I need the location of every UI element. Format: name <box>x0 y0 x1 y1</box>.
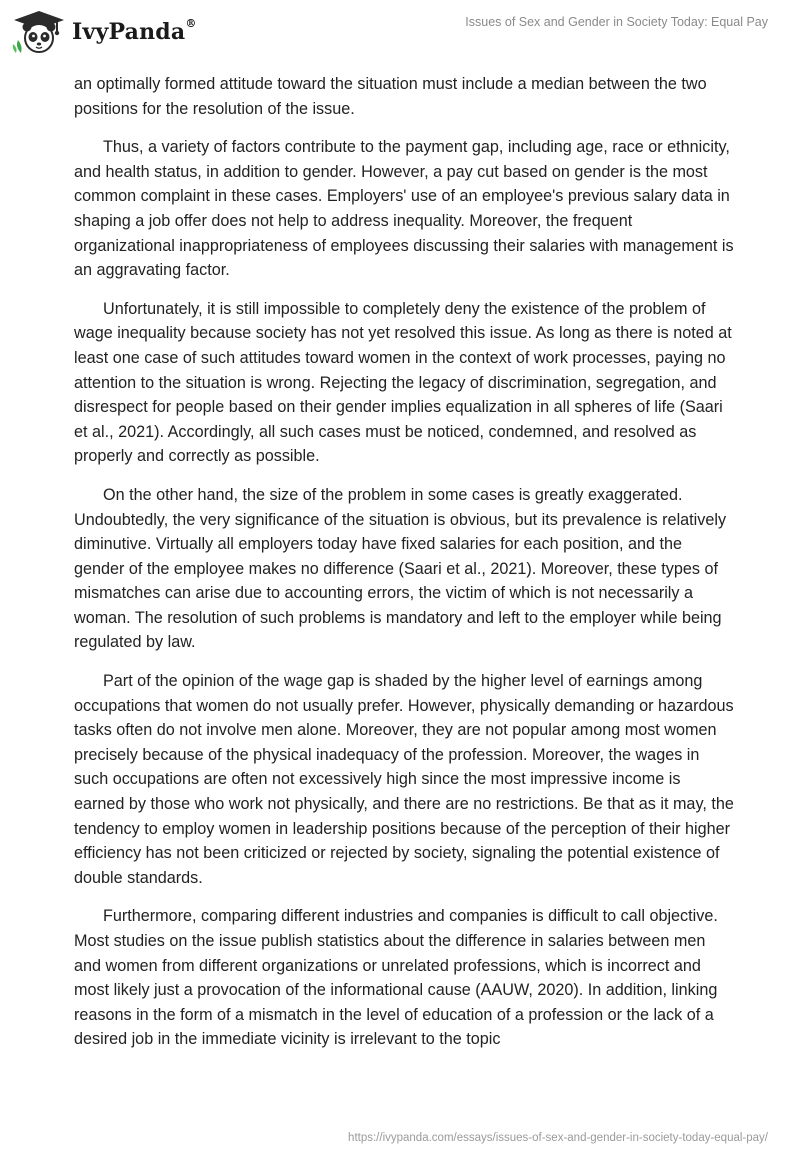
paragraph-1: an optimally formed attitude toward the situation must include a median between the two positions for the resolution of the issue. <box>74 75 707 118</box>
paragraph-6: Furthermore, comparing different industries and companies is difficult to call objective. Most studies on the issue publish statistics about the difference in salaries between men and women from different organizations or unrelated professions, which is incorrect and most likely just a provocation of the informational cause (AAUW, 2020). In addition, linking reasons in the form of a mismatch in the level of education of a profession or the lack of a desired job in the immediate vicinity is irrelevant to the topic <box>74 907 718 1049</box>
page-header <box>0 0 800 70</box>
source-url-link[interactable]: https://ivypanda.com/essays/issues-of-sex-and-gender-in-society-today-equal-pay/ <box>348 1132 768 1144</box>
paragraph-5: Part of the opinion of the wage gap is shaded by the higher level of earnings among occupations that women do not usually prefer. However, physically demanding or hazardous tasks often do not involve men alone. Moreover, they are not popular among most women precisely because of the physical inadequacy of the profession. Moreover, the wages in such occupations are often not excessively high since the most impressive income is earned by those who work not physically, and there are no restrictions. Be that as it may, the tendency to employ women in leadership positions because of the perception of their higher efficiency has not been criticized or rejected by society, signaling the potential existence of double standards. <box>74 672 734 887</box>
paragraph-3: Unfortunately, it is still impossible to completely deny the existence of the problem of wage inequality because society has not yet resolved this issue. As long as there is noted at least one case of such attitudes toward women in the context of work processes, paying no attention to the situation is wrong. Rejecting the legacy of discrimination, segregation, and disrespect for people based on their gender implies equalization in all spheres of life (Saari et al., 2021). Accordingly, all such cases must be noticed, condemned, and resolved as properly and correctly as possible. <box>74 299 732 466</box>
brand-name: IvyPanda® <box>72 17 197 45</box>
document-title: Issues of Sex and Gender in Society Today: Equal Pay <box>465 15 768 29</box>
essay-body <box>74 72 734 1066</box>
paragraph-2: Thus, a variety of factors contribute to the payment gap, including age, race or ethnicity, and health status, in addition to gender. However, a pay cut based on gender is the most common complaint in these cases. Employers' use of an employee's previous salary data in shaping a job offer does not help to address inequality. Moreover, the frequent organizational inappropriateness of employees discussing their salaries with management is an aggravating factor. <box>74 138 734 280</box>
ivypanda-logo[interactable] <box>12 9 197 55</box>
panda-graduate-icon <box>12 9 66 55</box>
registered-mark: ® <box>185 17 197 30</box>
paragraph-4: On the other hand, the size of the problem in some cases is greatly exaggerated. Undoubtedly, the very significance of the situation is obvious, but its prevalence is relatively diminutive. Virtually all employers today have fixed salaries for each position, and the gender of the employee makes no difference (Saari et al., 2021). Moreover, these types of mismatches can arise due to accounting errors, the victim of which is not necessarily a woman. The resolution of such problems is mandatory and left to the employer while being regulated by law. <box>74 485 727 652</box>
